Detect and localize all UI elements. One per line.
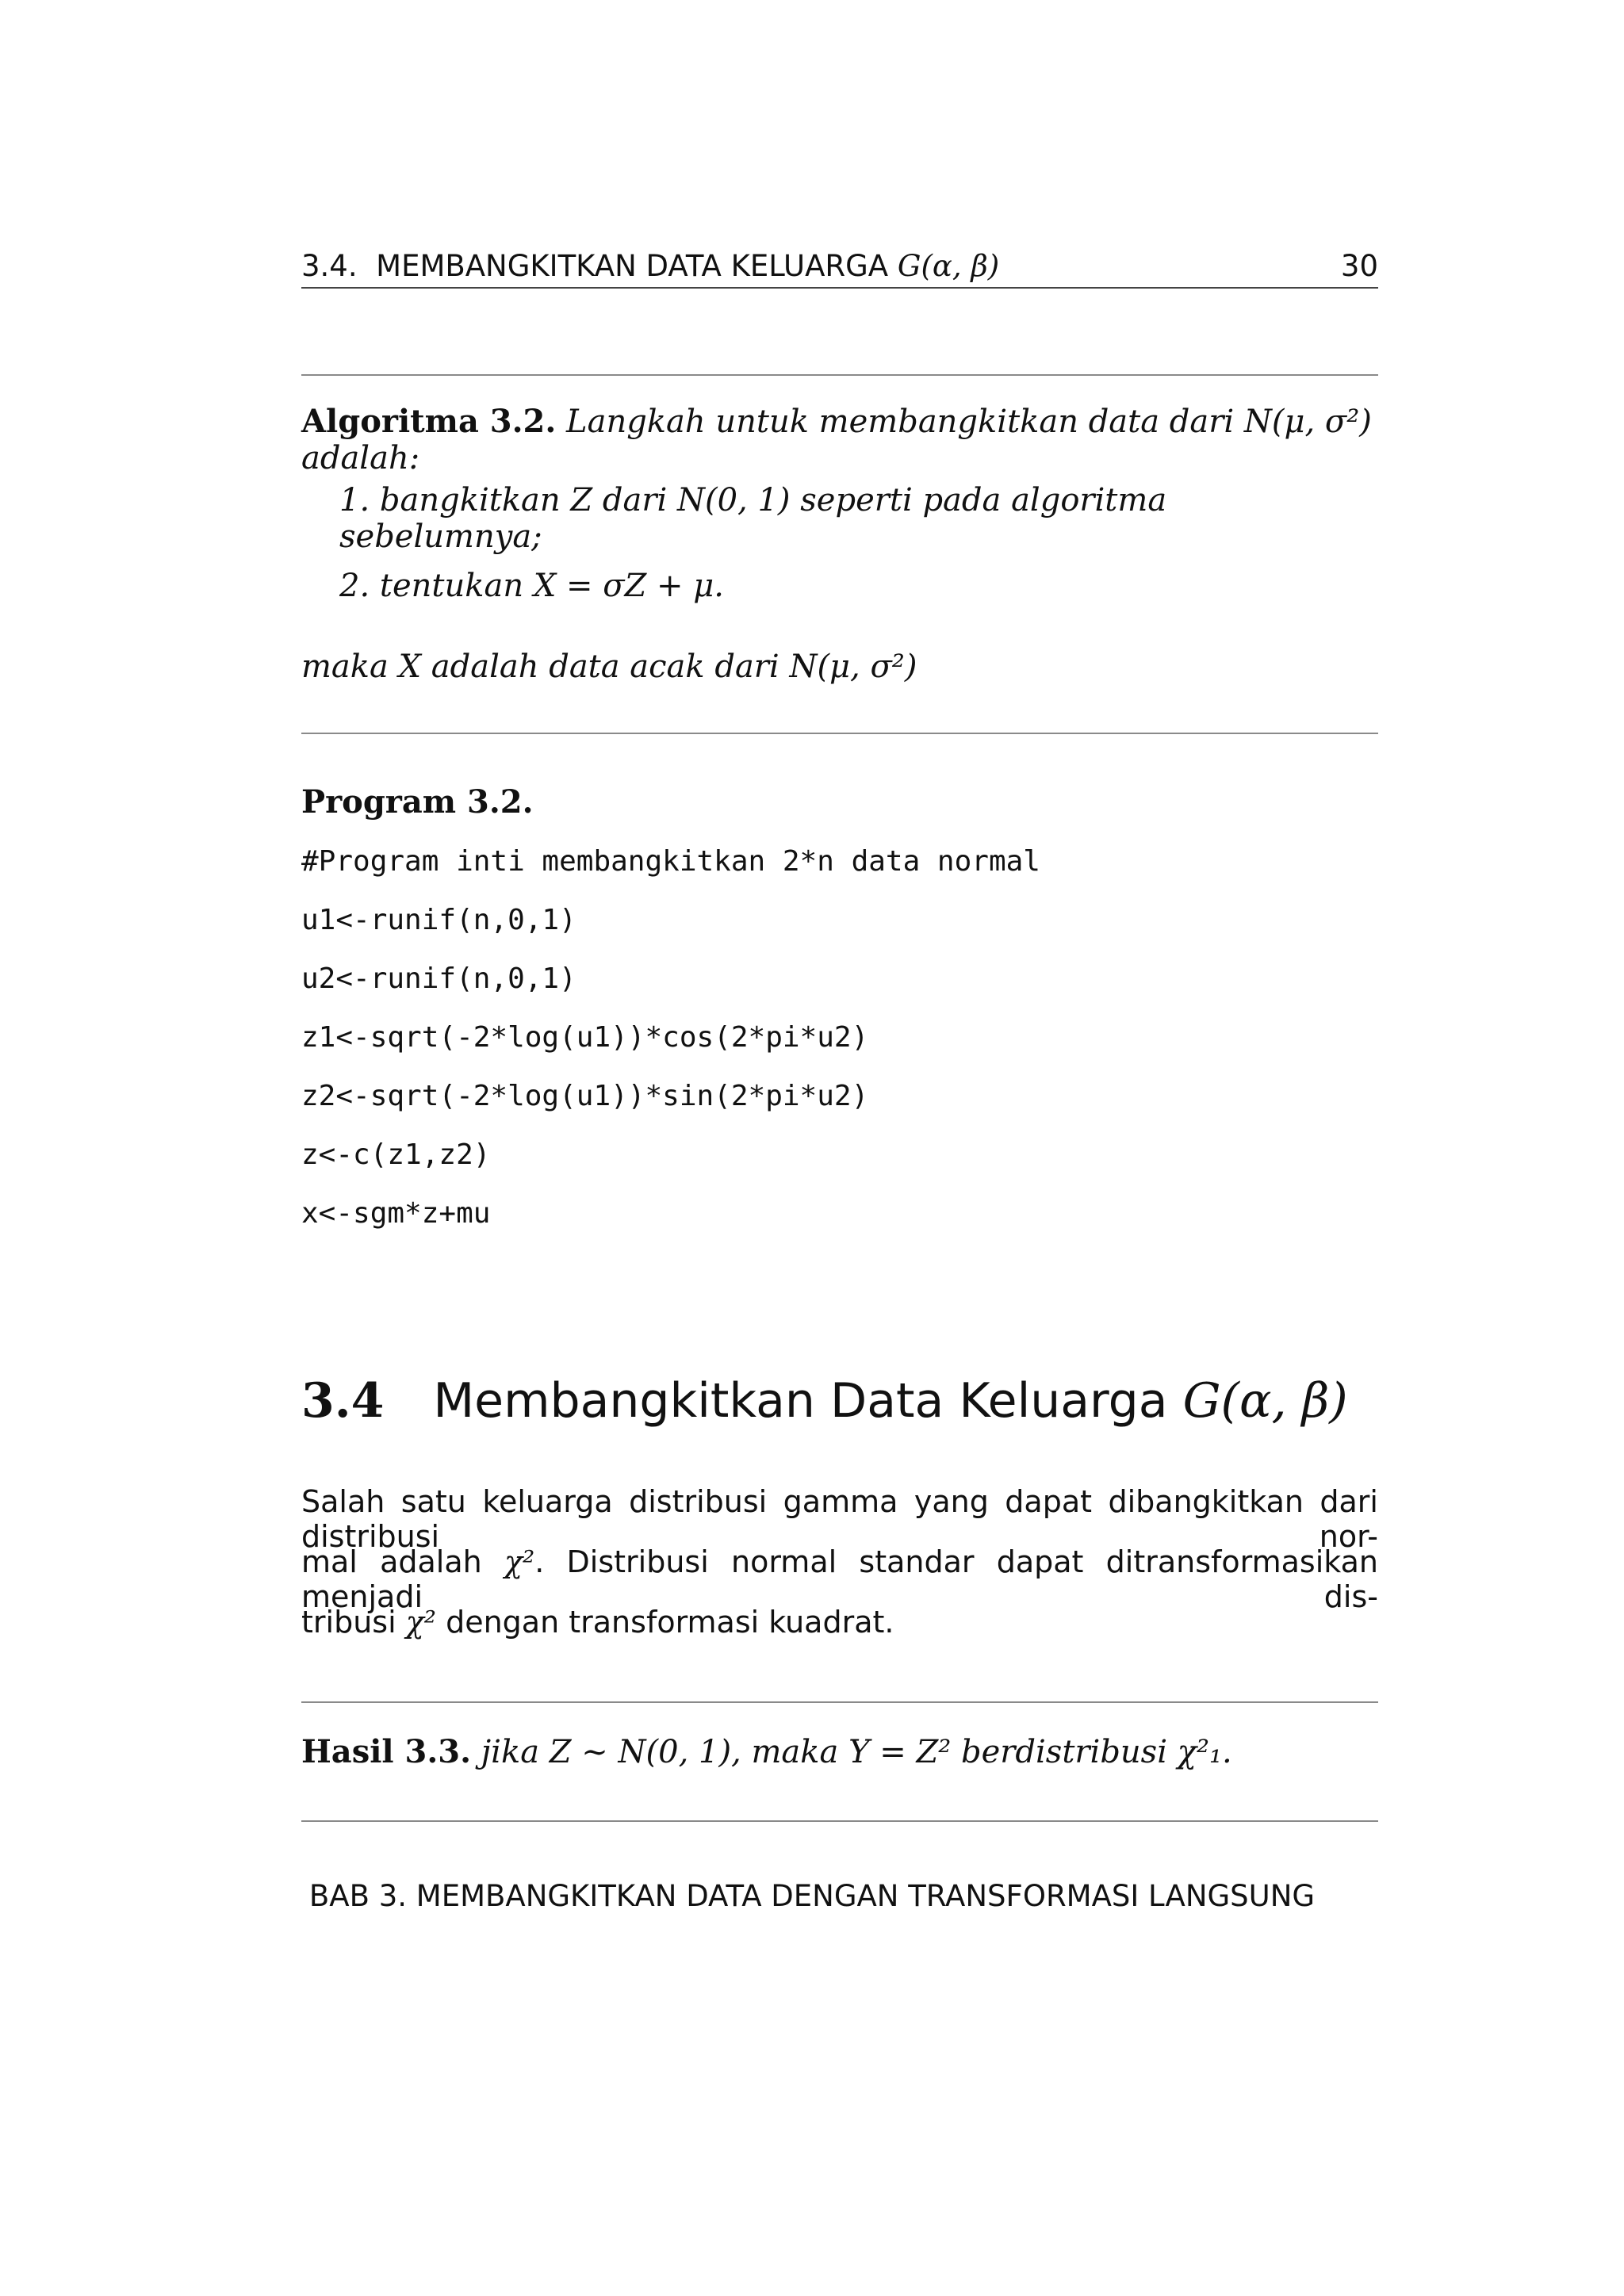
algorithm-step-2 [339,568,1370,604]
section-heading [301,1373,1348,1429]
algorithm-bottom-rule [301,733,1378,734]
section-number: 3.4 [301,1373,385,1429]
section-title: Membangkitkan Data Keluarga [433,1373,1168,1429]
paragraph-line: Salah satu keluarga distribusi gamma yang dapat dibangkitkan dari distribusi nor- [301,1484,1378,1554]
page-number: 30 [1340,249,1378,283]
code-line: x<-sgm*z+mu [301,1197,491,1230]
paragraph-line [301,1605,1378,1640]
result-text-c: berdistribusi [961,1734,1167,1770]
code-line: z<-c(z1,z2) [301,1138,491,1171]
code-line: z1<-sqrt(-2*log(u1))*cos(2*pi*u2) [301,1021,869,1054]
header-section-title: MEMBANGKITKAN DATA KELUARGA [376,249,889,283]
header-title [301,249,999,283]
algorithm-intro-end: adalah: [301,440,420,476]
result-label: Hasil 3.3. [301,1733,472,1770]
result-text-b: maka [751,1734,839,1770]
step-1-math-z: Z [570,482,593,519]
step-1-text-a: bangkitkan [379,482,561,519]
paragraph-text: dengan transformasi kuadrat. [446,1605,894,1640]
header-math: G(α, β) [897,249,1000,283]
algorithm-intro-math: N(μ, σ²) [1243,404,1372,440]
conclusion-text-a: maka [301,649,389,685]
algorithm-label: Algoritma 3.2. [301,403,557,440]
paragraph-text: . Distribusi normal standar dapat ditransformasikan menjadi dis- [301,1544,1378,1614]
step-1-math-n: N(0, 1) [677,482,791,519]
step-2-math: X = σZ + μ. [533,568,724,604]
paragraph-math-chi: χ² [504,1544,535,1579]
step-1-text-b: dari [602,482,668,519]
result-math-2: Y = Z² [848,1734,952,1770]
header-section-number: 3.4. [301,249,358,283]
result-statement [301,1733,1232,1770]
result-bottom-rule [301,1820,1378,1822]
conclusion-math-x: X [398,649,422,685]
algorithm-intro: Langkah untuk membangkitkan data dari [566,404,1235,440]
step-2-text: tentukan [379,568,524,604]
paragraph-text: tribusi [301,1605,396,1640]
algorithm-top-rule [301,374,1378,376]
result-math-3: χ²₁. [1177,1734,1232,1770]
paragraph-text: mal adalah [301,1544,482,1579]
result-text-a: jika [481,1734,540,1770]
result-top-rule [301,1701,1378,1703]
code-line: u2<-runif(n,0,1) [301,962,576,995]
program-label: Program 3.2. [301,783,534,821]
running-header [301,249,1378,284]
algorithm-statement [301,403,1378,476]
algorithm-step-1 [339,482,1370,555]
code-line: z2<-sqrt(-2*log(u1))*sin(2*pi*u2) [301,1080,869,1112]
paragraph-line [301,1544,1378,1614]
result-math-1: Z ∼ N(0, 1), [549,1734,741,1770]
section-math: G(α, β) [1182,1373,1348,1429]
running-footer: BAB 3. MEMBANGKITKAN DATA DENGAN TRANSFORMASI LANGSUNG [308,1879,1316,1913]
algorithm-conclusion [301,649,1332,685]
step-1-number: 1. [339,482,370,519]
step-1-text-c: seperti pada algoritma sebelumnya; [339,482,1167,555]
paragraph-math-chi: χ² [405,1605,436,1640]
code-line: u1<-runif(n,0,1) [301,904,576,936]
conclusion-text-b: adalah data acak dari [431,649,779,685]
conclusion-math-n: N(μ, σ²) [789,649,917,685]
step-2-number: 2. [339,568,370,604]
header-rule [301,287,1378,289]
code-line: #Program inti membangkitkan 2*n data normal [301,845,1040,878]
